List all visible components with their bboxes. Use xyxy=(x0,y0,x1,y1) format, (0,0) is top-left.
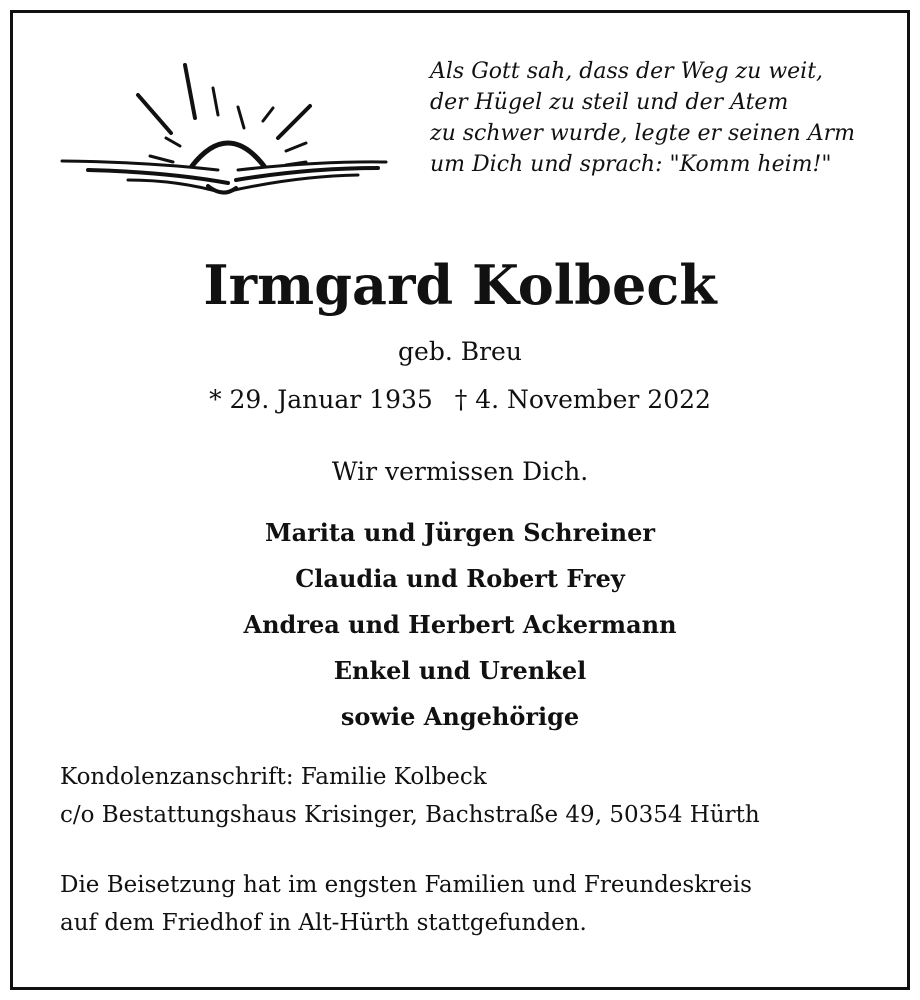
quote-block xyxy=(430,56,900,180)
quote-line: um Dich und sprach: "Komm heim!" xyxy=(430,152,832,177)
funeral-note xyxy=(60,866,890,942)
quote-line: Als Gott sah, dass der Weg zu weit, xyxy=(430,59,824,84)
quote-line: zu schwer wurde, legte er seinen Arm xyxy=(430,121,855,146)
quote-line: der Hügel zu steil und der Atem xyxy=(430,90,789,115)
deceased-name: Irmgard Kolbeck xyxy=(203,253,717,317)
mourner-line: sowie Angehörige xyxy=(340,702,580,731)
funeral-line: Die Beisetzung hat im engsten Familien und Freundeskreis xyxy=(60,872,752,898)
funeral-line: auf dem Friedhof in Alt-Hürth stattgefunden. xyxy=(60,910,587,936)
sunset-icon xyxy=(58,58,393,203)
mourners-list xyxy=(0,510,920,740)
condolence-address xyxy=(60,758,890,834)
message: Wir vermissen Dich. xyxy=(331,457,589,486)
life-dates xyxy=(0,382,920,418)
mourner-line: Enkel und Urenkel xyxy=(333,656,587,685)
mourner-line: Andrea und Herbert Ackermann xyxy=(243,610,677,639)
birth-name: geb. Breu xyxy=(398,337,522,366)
death-date: † 4. November 2022 xyxy=(454,385,711,414)
mourner-line: Claudia und Robert Frey xyxy=(295,564,625,593)
birth-date: * 29. Januar 1935 xyxy=(209,385,433,414)
condolence-line: Kondolenzanschrift: Familie Kolbeck xyxy=(60,764,487,790)
condolence-line: c/o Bestattungshaus Krisinger, Bachstraße 49, 50354 Hürth xyxy=(60,802,760,828)
mourner-line: Marita und Jürgen Schreiner xyxy=(265,518,655,547)
